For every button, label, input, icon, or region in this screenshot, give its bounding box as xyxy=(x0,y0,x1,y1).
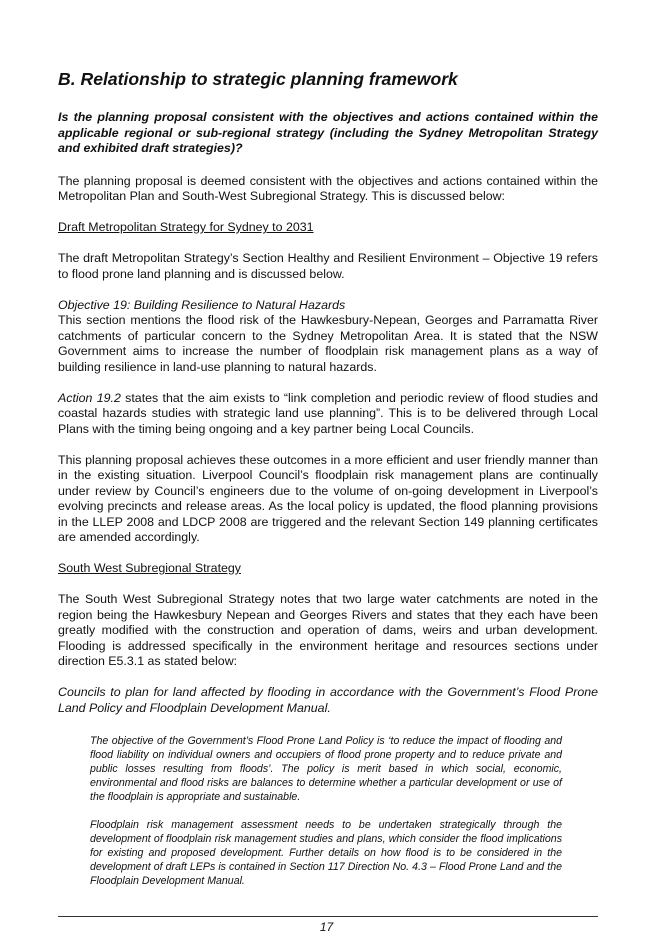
subregional-strategy-subheading: South West Subregional Strategy xyxy=(58,561,241,575)
policy-quote-1: The objective of the Government’s Flood Prone Land Policy is ‘to reduce the impact of flooding and flood liability on individual owners and occupiers of flood prone property and to reduce private and public losses resulting from floods’. The policy is merit based in which social, economic, environmental and flood risks are balances to determine whether a particular development or use of the floodplain is appropriate and sustainable. xyxy=(90,735,562,803)
objective-text: This section mentions the flood risk of the Hawkesbury-Nepean, Georges and Parramatta River catchments of particular concern to the Sydney Metropolitan Area. It is stated that the NSW Government aims to increase the number of floodplain risk management plans as a way of building resilience in land-use planning to natural hazards. xyxy=(58,313,598,374)
subregional-paragraph: The South West Subregional Strategy notes that two large water catchments are noted in the region being the Hawkesbury Nepean and Georges Rivers and states that they each have been greatly modified with the construction and operation of dams, weirs and urban development. Flooding is addressed specifically in the environment heritage and resources sections under direction E5.3.1 as stated below: xyxy=(58,592,598,668)
objective-block xyxy=(58,298,598,376)
page-number: 17 xyxy=(319,920,334,934)
flood-policy-statement: Councils to plan for land affected by flooding in accordance with the Government’s Flood Prone Land Policy and Floodplain Development Manual. xyxy=(58,685,598,715)
objective-title: Objective 19: Building Resilience to Natural Hazards xyxy=(58,297,346,312)
metro-paragraph: The draft Metropolitan Strategy’s Section Healthy and Resilient Environment – Objective 19 refers to flood prone land planning and is discussed below. xyxy=(58,251,598,281)
section-question: Is the planning proposal consistent with the objectives and actions contained within the applicable regional or sub-regional strategy (including the Sydney Metropolitan Strategy and exhibited draft strategies)? xyxy=(58,110,598,155)
action-text: states that the aim exists to “link completion and periodic review of flood studies and coastal hazards studies with strategic land use planning”. This is to be delivered through Local Plans with the timing being ongoing and a key partner being Local Councils. xyxy=(58,390,598,436)
section-heading: B. Relationship to strategic planning framework xyxy=(58,69,458,89)
document-page xyxy=(58,68,598,902)
action-paragraph xyxy=(58,391,598,438)
action-label: Action 19.2 xyxy=(58,390,121,405)
outcome-paragraph: This planning proposal achieves these outcomes in a more efficient and user friendly manner than in the existing situation. Liverpool Council’s floodplain risk management plans are continually under review by Council’s engineers due to the volume of on-going development in Liverpool’s evolving precincts and release areas. As the local policy is updated, the flood planning provisions in the LLEP 2008 and LDCP 2008 are triggered and the relevant Section 149 planning certificates are amended accordingly. xyxy=(58,452,598,544)
footer-divider xyxy=(58,916,598,917)
metro-strategy-subheading: Draft Metropolitan Strategy for Sydney to 2031 xyxy=(58,220,314,234)
policy-quote-2: Floodplain risk management assessment needs to be undertaken strategically through the development of floodplain risk management studies and plans, which consider the flood implications for existing and proposed development. Further details on how flood is to be considered in the development of draft LEPs is contained in Section 117 Direction No. 4.3 – Flood Prone Land and the Floodplain Development Manual. xyxy=(90,819,562,887)
intro-paragraph: The planning proposal is deemed consistent with the objectives and actions contained within the Metropolitan Plan and South-West Subregional Strategy. This is discussed below: xyxy=(58,173,598,203)
